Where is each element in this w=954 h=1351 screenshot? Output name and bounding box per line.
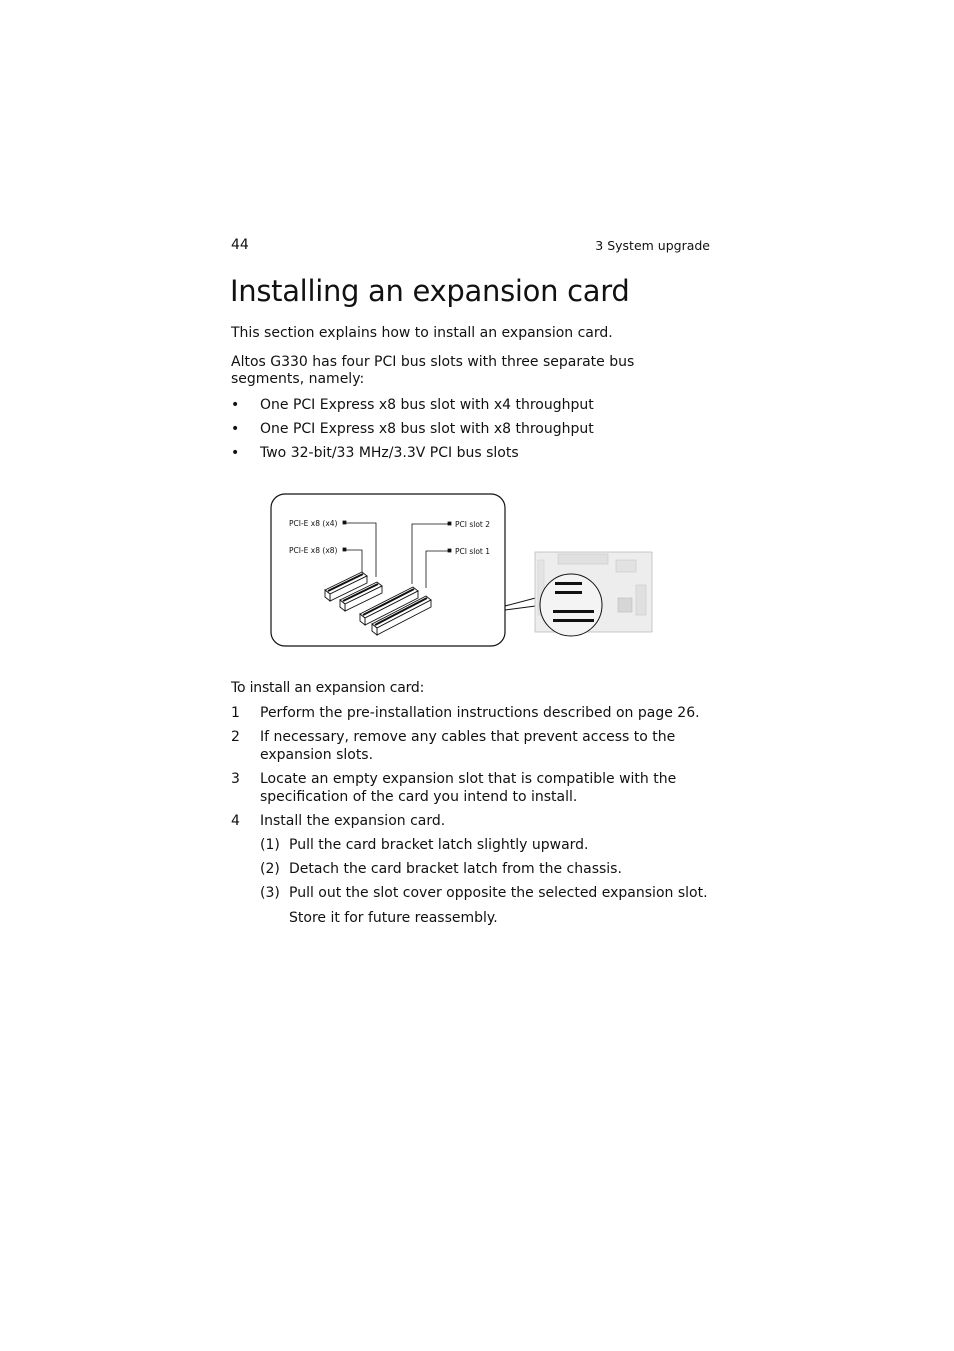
label-pci-slot-1: PCI slot 1 xyxy=(455,547,491,556)
substep-note: Store it for future reassembly. xyxy=(289,910,498,926)
label-pcie-x8: PCI-E x8 (x8) xyxy=(289,546,338,555)
substep-number: (3) xyxy=(260,885,280,901)
step-number: 4 xyxy=(231,813,240,829)
step-text: Perform the pre-installation instructions described on page 26. xyxy=(260,705,700,721)
bullet-marker: • xyxy=(231,397,240,413)
substep-text: Detach the card bracket latch from the chassis. xyxy=(289,861,622,877)
bullet-text: Two 32-bit/33 MHz/3.3V PCI bus slots xyxy=(260,445,519,461)
motherboard-thumbnail xyxy=(535,552,652,636)
bullet-marker: • xyxy=(231,445,240,461)
expansion-slot-diagram xyxy=(268,490,658,656)
step-text: If necessary, remove any cables that prevent access to the expansion slots. xyxy=(260,729,676,763)
label-pcie-x4: PCI-E x8 (x4) xyxy=(289,519,338,528)
substep-text: Pull out the slot cover opposite the selected expansion slot. xyxy=(289,885,708,901)
page-title: Installing an expansion card xyxy=(230,274,630,308)
step-number: 1 xyxy=(231,705,240,721)
step-text: Install the expansion card. xyxy=(260,813,446,829)
bullet-marker: • xyxy=(231,421,240,437)
bullet-text: One PCI Express x8 bus slot with x8 throughput xyxy=(260,421,594,437)
step-number: 3 xyxy=(231,771,240,787)
intro-paragraph: This section explains how to install an expansion card. xyxy=(231,325,613,341)
bullet-text: One PCI Express x8 bus slot with x4 throughput xyxy=(260,397,594,413)
label-pci-slot-2: PCI slot 2 xyxy=(455,520,491,529)
step-number: 2 xyxy=(231,729,240,745)
substep-number: (2) xyxy=(260,861,280,877)
page-number: 44 xyxy=(231,237,249,253)
step-text: Locate an empty expansion slot that is compatible with the specification of the card you intend to install. xyxy=(260,771,677,805)
substep-number: (1) xyxy=(260,837,280,853)
substep-text: Pull the card bracket latch slightly upward. xyxy=(289,837,589,853)
procedure-title: To install an expansion card: xyxy=(231,680,425,696)
section-header: 3 System upgrade xyxy=(595,238,710,253)
slots-paragraph: Altos G330 has four PCI bus slots with three separate bus segments, namely: xyxy=(231,354,635,387)
